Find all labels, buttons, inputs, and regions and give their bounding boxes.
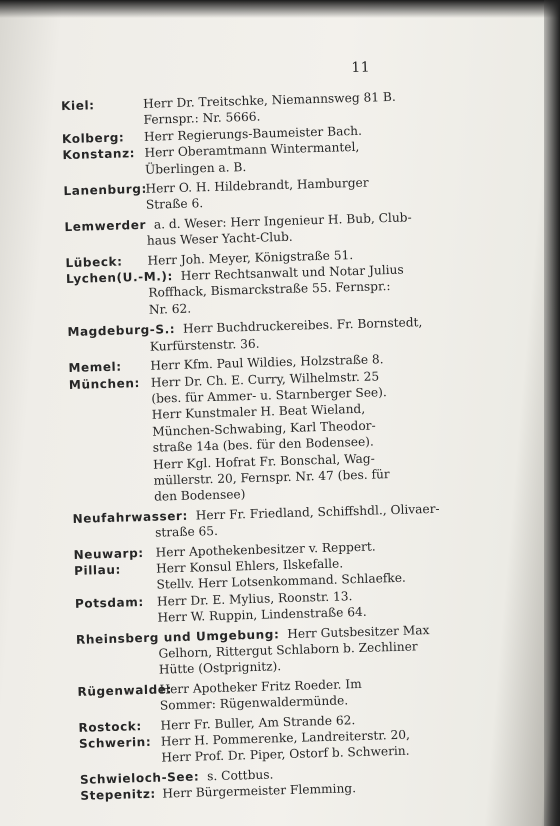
entry-line: Herr Gutsbesitzer Max <box>287 622 430 641</box>
entry-line: straße 14a (bes. für den Bodensee). <box>152 434 374 455</box>
entry-line: Gelhorn, Rittergut Schlaborn b. Zechliner <box>158 639 418 661</box>
place-name: München: <box>68 375 141 392</box>
entry-line: Herr Kunstmaler H. Beat Wieland, <box>151 402 366 423</box>
entry-line: Herr Dr. E. Mylius, Roonstr. 13. <box>156 588 353 609</box>
page-number: 11 <box>351 59 371 77</box>
place-name: Magdeburg-S.: <box>67 322 176 340</box>
entry-line: Herr Buchdruckereibes. Fr. Bornstedt, <box>182 315 423 337</box>
entry-line: Herr Apothekenbesitzer v. Reppert. <box>155 539 376 560</box>
entry-muenchen <box>69 364 512 507</box>
entry-line: Herr Fr. Friedland, Schiffshdl., Olivaer- <box>195 501 440 523</box>
entry-line: Herr Rechtsanwalt und Notar Julius <box>180 262 404 283</box>
place-name: Kiel: <box>60 98 95 114</box>
entry-line: haus Weser Yacht-Club. <box>146 229 293 249</box>
entry-line: Herr Regierungs-Baumeister Bach. <box>143 123 363 144</box>
entry-line: München-Schwabing, Karl Theodor- <box>152 418 376 439</box>
entry-line: Überlingen a. B. <box>144 159 247 177</box>
entry-line: Herr Kfm. Paul Wildies, Holzstraße 8. <box>150 352 384 373</box>
entry-line: Herr Bürgermeister Flemming. <box>162 781 357 801</box>
place-name: Neuwarp: <box>73 545 144 562</box>
place-name: Konstanz: <box>62 146 136 163</box>
entry-line: Hütte (Ostprignitz). <box>158 659 282 678</box>
place-name: Potsdam: <box>74 594 144 611</box>
place-name: Rostock: <box>78 718 142 735</box>
entry-line: Herr Apotheker Fritz Roeder. Im <box>159 676 362 697</box>
place-name: Pillau: <box>73 562 122 578</box>
place-name: Stepenitz: <box>80 787 157 804</box>
entry-line: Herr W. Ruppin, Lindenstraße 64. <box>157 604 367 625</box>
page-content <box>60 56 520 805</box>
entry-text <box>151 364 513 505</box>
place-name: Kolberg: <box>61 130 125 146</box>
entry-line: Herr Prof. Dr. Piper, Ostorf b. Schwerin. <box>161 744 410 766</box>
entry-line: Herr H. Pommerenke, Landreiterstr. 20, <box>160 727 411 749</box>
entry-line: Herr Oberamtmann Wintermantel, <box>144 140 360 161</box>
entry-line: s. Cottbus. <box>206 767 274 784</box>
entry-line: Straße 6. <box>145 196 204 213</box>
place-name: Lemwerder <box>64 217 147 234</box>
place-name: Schwerin: <box>78 734 152 751</box>
entry-line: Herr Dr. Treitschke, Niemannsweg 81 B. <box>142 89 396 111</box>
entry-line: Herr Konsul Ehlers, Ilskefalle. <box>155 556 344 576</box>
place-name: Rügenwalde: <box>77 682 173 699</box>
entry-line: Herr Dr. Ch. E. Curry, Wilhelmstr. 25 <box>150 368 380 390</box>
entry-line: Herr Joh. Meyer, Königstraße 51. <box>147 247 354 268</box>
entry-line: Roffhack, Bismarckstraße 55. Fernspr.: <box>148 279 391 301</box>
place-name: Memel: <box>68 359 122 376</box>
entry-line: Nr. 62. <box>148 301 192 317</box>
top-shadow <box>0 0 560 18</box>
place-name: Neufahrwasser: <box>72 508 189 526</box>
place-name: Lychen(U.-M.): <box>65 269 174 287</box>
entry-line: Sommer: Rügenwaldermünde. <box>159 693 349 713</box>
entry-line: den Bodensee) <box>153 487 246 505</box>
place-name: Rheinsberg und Umgebung: <box>75 626 280 647</box>
entry-line: Kurfürstenstr. 36. <box>149 336 260 354</box>
place-name: Lübeck: <box>65 254 123 270</box>
page-edge-shadow <box>544 0 560 826</box>
entry-line: Herr Fr. Buller, Am Strande 62. <box>160 712 356 733</box>
entry-line: Stellv. Herr Lotsenkommand. Schlaefke. <box>156 571 406 593</box>
entry-line: a. d. Weser: Herr Ingenieur H. Bub, Club- <box>153 210 412 232</box>
entry-line: Herr Kgl. Hofrat Fr. Bonschal, Wag- <box>152 451 375 472</box>
place-name: Schwieloch-See: <box>79 769 200 787</box>
entry-line: Fernspr.: Nr. 5666. <box>143 109 261 128</box>
entry-line: müllerstr. 20, Fernspr. Nr. 47 (bes. für <box>153 467 390 488</box>
entry-line: straße 65. <box>154 524 219 540</box>
place-name: Lanenburg: <box>63 181 148 199</box>
entry-line: Herr O. H. Hildebrandt, Hamburger <box>145 175 369 196</box>
entry-line: (bes. für Ammer- u. Starnberger See). <box>151 385 387 406</box>
